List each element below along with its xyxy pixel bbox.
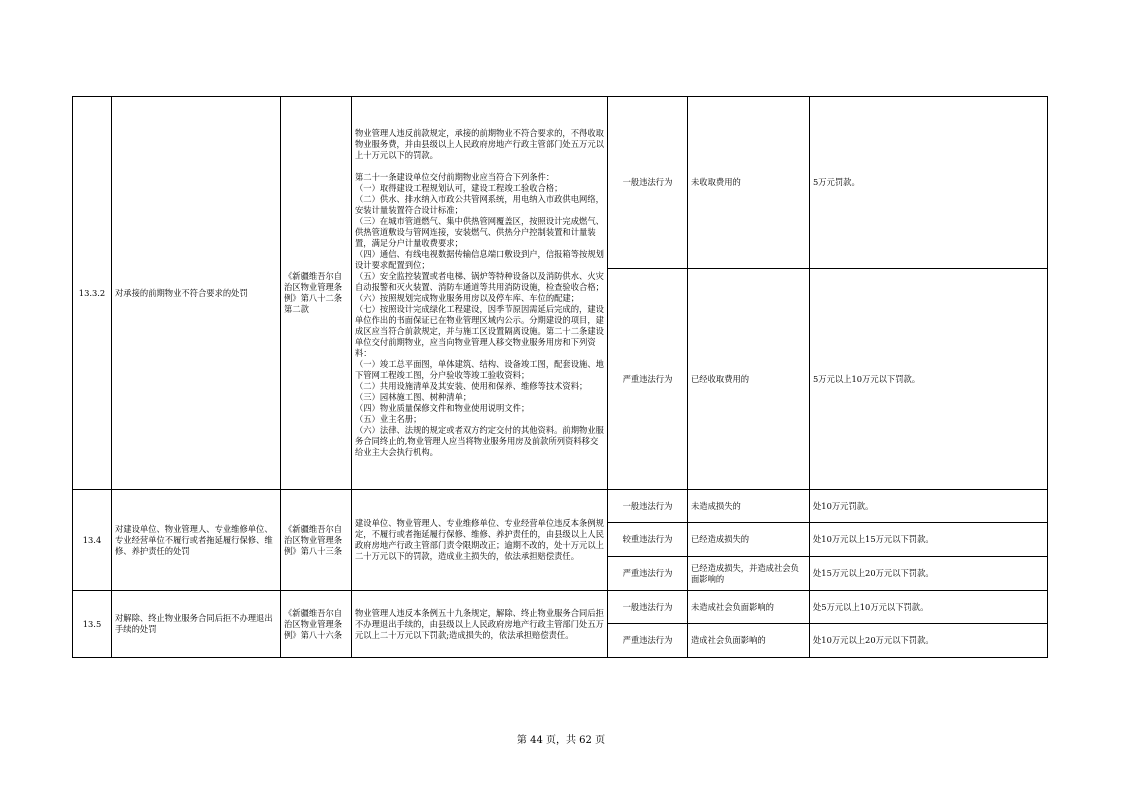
violation-category: 较重违法行为 [608,523,688,557]
penalty-standard: 处10万元以上20万元以下罚款。 [810,624,1048,658]
penalty-standard: 处15万元以上20万元以下罚款。 [810,557,1048,591]
table-row [73,97,1048,269]
legal-basis: 《新疆维吾尔自治区物业管理条例》第八十三条 [281,490,352,591]
violation-circumstance: 已经造成损失，并造成社会负面影响的 [688,557,810,591]
violation-category: 严重违法行为 [608,624,688,658]
legal-basis: 《新疆维吾尔自治区物业管理条例》第八十六条 [281,591,352,658]
violation-circumstance: 未收取费用的 [688,97,810,269]
penalty-standard: 处5万元以上10万元以下罚款。 [810,591,1048,624]
item-number: 13.3.2 [73,97,112,490]
item-name: 对承接的前期物业不符合要求的处罚 [112,97,281,490]
item-name: 对建设单位、物业管理人、专业维修单位、专业经营单位不履行或者拖延履行保修、维修、养护责任的处罚 [112,490,281,591]
penalty-standard: 5万元以上10万元以下罚款。 [810,269,1048,490]
violation-category: 一般违法行为 [608,490,688,523]
item-number: 13.5 [73,591,112,658]
violation-circumstance: 造成社会负面影响的 [688,624,810,658]
violation-category: 严重违法行为 [608,557,688,591]
penalty-standard: 处10万元罚款。 [810,490,1048,523]
penalty-standard: 处10万元以上15万元以下罚款。 [810,523,1048,557]
violation-category: 一般违法行为 [608,591,688,624]
penalty-table [72,96,1048,658]
table-row [73,591,1048,624]
violation-circumstance: 已经造成损失的 [688,523,810,557]
violation-content: 建设单位、物业管理人、专业维修单位、专业经营单位违反本条例规定，不履行或者拖延履行保修、维修、养护责任的，由县级以上人民政府房地产行政主管部门责令限期改正；逾期不改的，处十万元以上二十万元以下的罚款，造成业主损失的，依法承担赔偿责任。 [352,490,608,591]
violation-content: 物业管理人违反前款规定，承接的前期物业不符合要求的，不得收取物业服务费，并由县级以上人民政府房地产行政主管部门处五万元以上十万元以下的罚款。 第二十一条建设单位交付前期物业应当符合下列条件： （一）取得建设工程规划认可，建设工程竣工验收合格； （二）供水、排水纳入市政公共管网系统，用电纳入市政供电网络，安装计量装置符合设计标准； （三）在城市管道燃气、集中供热管网覆盖区，按照设计完成燃气、供热管道敷设与管网连接，安装燃气、供热分户控制装置和计量装置，满足分户计量收费要求； （四）通信、有线电视数据传输信息端口敷设到户，信报箱等按规划设计要求配置到位； （五）安全监控装置或者电梯、锅炉等特种设备以及消防供水、火灾自动报警和灭火装置、消防车通道等共用消防设施，检查验收合格； （六）按照规划完成物业服务用房以及停车库、车位的配建； （七）按照设计完成绿化工程建设，因季节原因需延后完成的，建设单位作出的书面保证已在物业管理区域内公示。分期建设的项目，建成区应当符合前款规定，并与施工区设置隔离设施。第二十二条建设单位交付前期物业，应当向物业管理人移交物业服务用房和下列资料： （一）竣工总平面图，单体建筑、结构、设备竣工图，配套设施、地下管网工程竣工图，分户验收等竣工验收资料； （二）共用设施清单及其安装、使用和保养、维修等技术资料； （三）园林施工图、树种清单； （四）物业质量保修文件和物业使用说明文件； （五）业主名册； （六）法律、法规的规定或者双方约定交付的其他资料。前期物业服务合同终止的,物业管理人应当将物业服务用房及前款所列资料移交给业主大会执行机构。 [352,97,608,490]
legal-basis: 《新疆维吾尔自治区物业管理条例》第八十二条第二款 [281,97,352,490]
violation-circumstance: 未造成损失的 [688,490,810,523]
violation-category: 一般违法行为 [608,97,688,269]
item-name: 对解除、终止物业服务合同后拒不办理退出手续的处罚 [112,591,281,658]
violation-circumstance: 未造成社会负面影响的 [688,591,810,624]
item-number: 13.4 [73,490,112,591]
page-footer: 第 44 页，共 62 页 [516,735,606,746]
table-row [73,490,1048,523]
violation-category: 严重违法行为 [608,269,688,490]
violation-content: 物业管理人违反本条例五十九条规定，解除、终止物业服务合同后拒不办理退出手续的，由县级以上人民政府房地产行政主管部门处五万元以上二十万元以下罚款;造成损失的，依法承担赔偿责任。 [352,591,608,658]
violation-circumstance: 已经收取费用的 [688,269,810,490]
penalty-standard: 5万元罚款。 [810,97,1048,269]
